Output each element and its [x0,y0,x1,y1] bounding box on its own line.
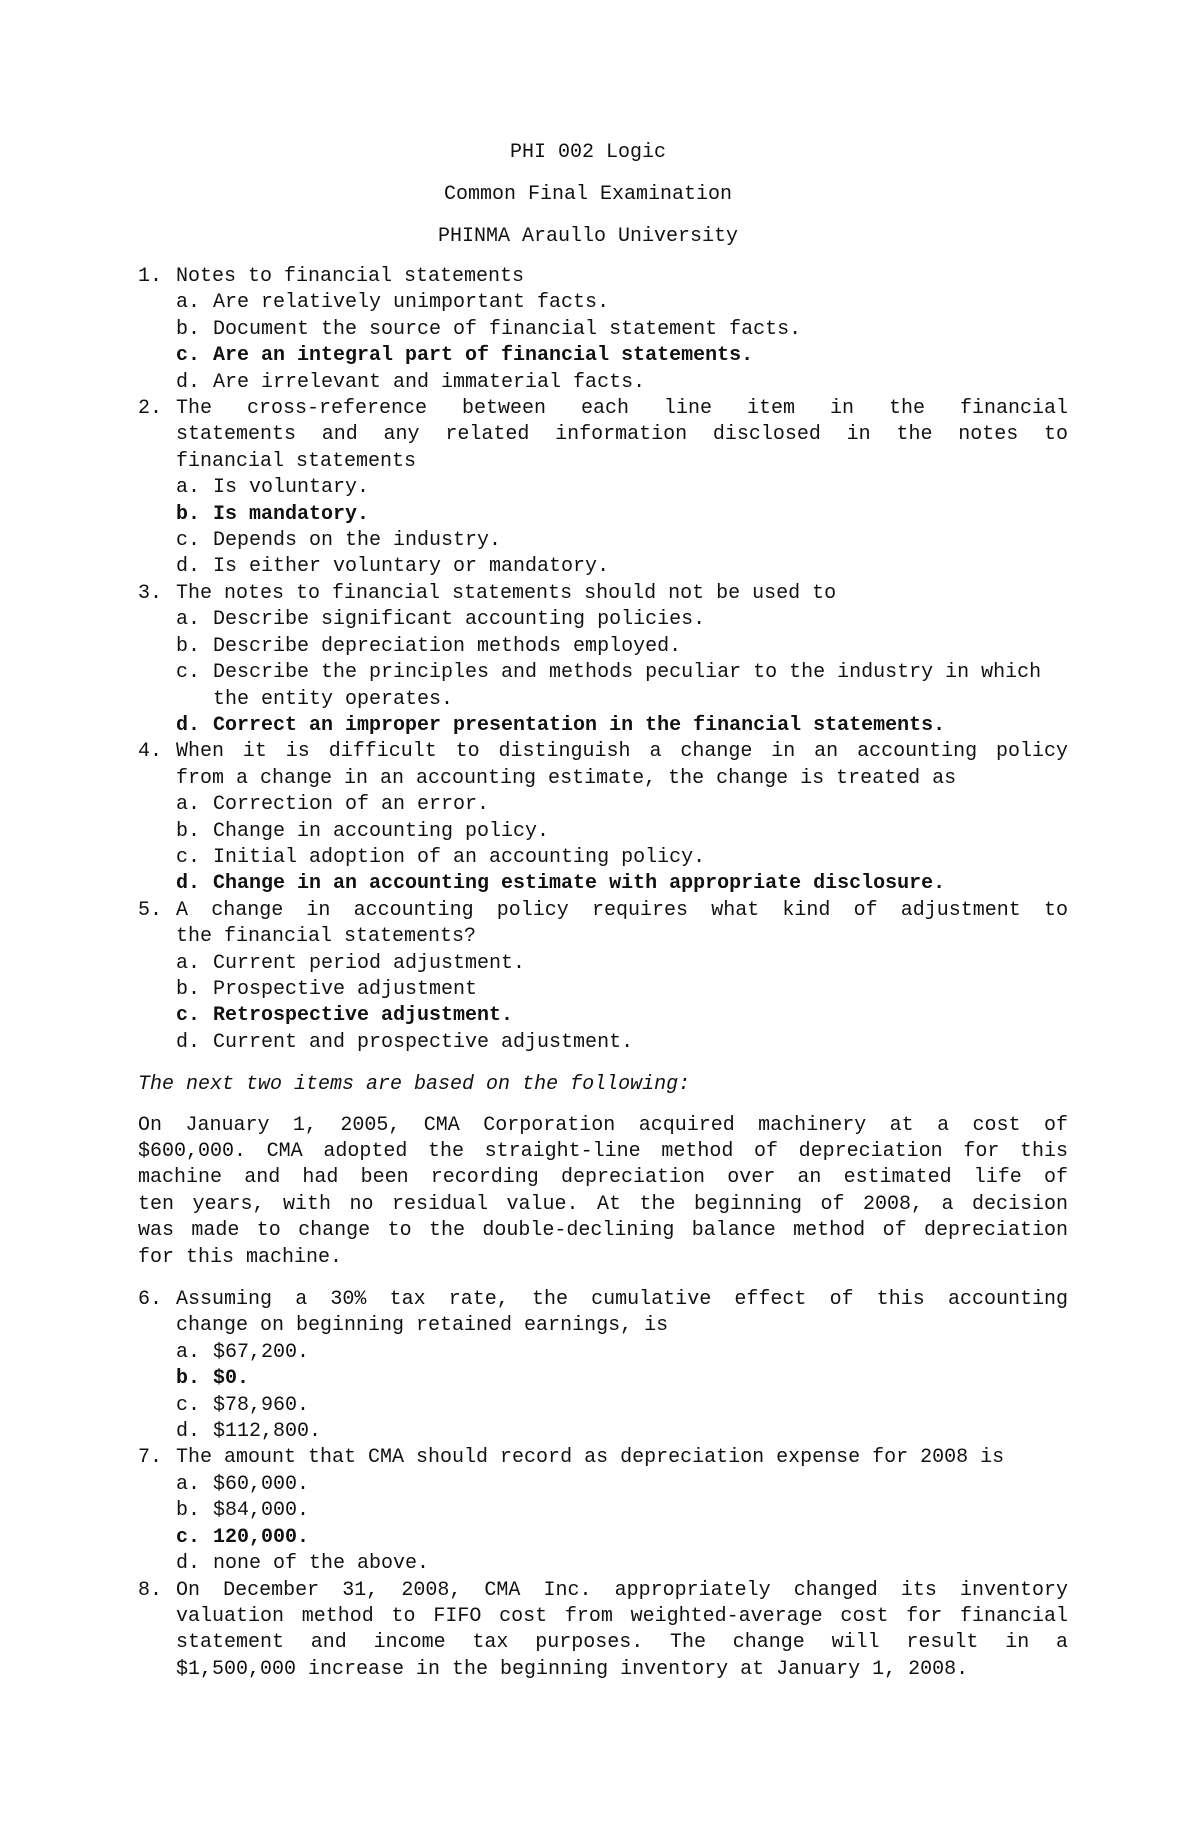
answer-option [176,951,1068,977]
question-6 [138,1287,1068,1445]
option-text: $84,000. [213,1499,310,1523]
question-3 [138,581,1068,739]
question-stem-line: from a change in an accounting estimate, the change is treated as [176,766,957,790]
option-text: $60,000. [213,1472,310,1496]
question-stem [176,1578,1068,1684]
question-7 [138,1445,1068,1577]
question-number: 2. [138,397,163,421]
question-stem-line: Notes to financial statements [176,265,525,288]
question-stem-line: When it is difficult to distinguish a change in an accounting policy [176,740,1068,764]
question-number: 4. [138,740,163,764]
option-text: Document the source of financial statement facts. [213,317,802,341]
option-text: Is voluntary. [213,476,370,500]
case-intro: The next two items are based on the following: [138,1073,691,1097]
option-letter: a. [176,1340,201,1364]
question-stem-line: statements and any related information disclosed in the notes to [176,423,1068,447]
option-letter: a. [176,608,201,632]
option-text: Is mandatory. [213,502,370,526]
answer-option [176,290,1068,316]
option-letter: b. [176,819,201,843]
question-8 [138,1578,1068,1684]
option-letter: b. [176,977,201,1001]
answer-option [176,370,1068,396]
option-letter: c. [176,1393,201,1417]
question-number: 1. [138,265,163,288]
option-text: Change in accounting policy. [213,819,550,843]
answer-option-correct [176,1525,1068,1551]
option-text: Initial adoption of an accounting policy. [213,845,706,869]
question-stem-line: $1,500,000 increase in the beginning inventory at January 1, 2008. [176,1657,969,1681]
option-text: Correction of an error. [213,793,490,817]
question-stem [176,739,1068,792]
option-letter: a. [176,793,201,817]
option-letter: d. [176,872,201,896]
question-number: 5. [138,898,163,922]
question-stem-line: the financial statements? [176,925,477,949]
question-number: 6. [138,1288,163,1312]
option-letter: d. [176,1030,201,1054]
case-line: On January 1, 2005, CMA Corporation acquired machinery at a cost of [138,1113,1068,1137]
option-letter: c. [176,1525,201,1549]
option-letter: c. [176,529,201,553]
answer-option [176,475,1068,501]
question-2 [138,396,1068,581]
question-stem-line: financial statements [176,449,417,473]
option-text: Correct an improper presentation in the financial statements. [213,713,946,737]
question-number: 8. [138,1578,163,1602]
option-text: Current and prospective adjustment. [213,1030,634,1054]
answer-option-correct [176,871,1068,897]
option-letter: a. [176,476,201,500]
option-text: Are an integral part of financial statements. [213,344,754,368]
exam-title: Common Final Examination [443,183,733,206]
question-list-part-2 [138,1287,1068,1683]
case-line: was made to change to the double-declining balance method of depreciation [138,1219,1068,1243]
option-text: Are relatively unimportant facts. [213,291,610,315]
option-letter: d. [176,1552,201,1576]
question-stem-line: change on beginning retained earnings, is [176,1314,669,1338]
option-letter: c. [176,661,201,685]
question-stem-line: statement and income tax purposes. The change will result in a [176,1631,1068,1655]
option-letter: b. [176,502,201,526]
answer-option [176,1340,1068,1366]
answer-option [176,1498,1068,1524]
option-letter: d. [176,370,201,394]
answer-option [176,528,1068,554]
option-text: Describe the principles and methods peculiar to the industry in which the entity operates. [213,661,1042,711]
answer-option [176,1030,1068,1056]
question-stem [176,264,1068,290]
option-text: $78,960. [213,1393,310,1417]
question-stem-line: On December 31, 2008, CMA Inc. appropriately changed its inventory [176,1578,1068,1602]
question-stem-line: The cross-reference between each line item in the financial [176,397,1068,421]
option-text: $112,800. [213,1420,322,1444]
answer-option-correct [176,713,1068,739]
question-stem [176,898,1068,951]
question-stem-line: The amount that CMA should record as depreciation expense for 2008 is [176,1446,1005,1470]
option-letter: c. [176,344,201,368]
question-stem-line: The notes to financial statements should not be used to [176,581,837,605]
case-paragraph [138,1113,1068,1271]
question-5 [138,898,1068,1056]
answer-option [176,634,1068,660]
option-letter: d. [176,555,201,579]
question-stem [176,1445,1068,1471]
case-line: for this machine. [138,1245,343,1269]
answer-option [176,1551,1068,1577]
option-letter: b. [176,634,201,658]
answer-option [176,660,1068,713]
case-line: machine and had been recording depreciation over an estimated life of [138,1166,1068,1190]
answer-option [176,1472,1068,1498]
case-line: $600,000. CMA adopted the straight-line method of depreciation for this [138,1140,1068,1163]
option-text: Change in an accounting estimate with appropriate disclosure. [213,872,946,896]
answer-option [176,845,1068,871]
answer-option-correct [176,1003,1068,1029]
exam-document [138,138,1068,1683]
question-stem-line: Assuming a 30% tax rate, the cumulative effect of this accounting [176,1288,1068,1312]
option-text: $0. [213,1367,250,1391]
option-text: Are irrelevant and immaterial facts. [213,370,646,394]
option-letter: d. [176,713,201,737]
question-number: 7. [138,1446,163,1470]
option-text: Describe depreciation methods employed. [213,634,682,658]
answer-option [176,1393,1068,1419]
option-letter: b. [176,1367,201,1391]
school-name: PHINMA Araullo University [437,225,739,248]
option-text: Depends on the industry. [213,529,502,553]
question-list-part-1 [138,264,1068,1056]
question-stem [176,1287,1068,1340]
question-1 [138,264,1068,396]
answer-option [176,554,1068,580]
course-title: PHI 002 Logic [509,141,667,164]
option-letter: b. [176,317,201,341]
question-4 [138,739,1068,897]
option-letter: c. [176,845,201,869]
question-stem-line: A change in accounting policy requires what kind of adjustment to [176,898,1068,922]
option-text: 120,000. [213,1525,310,1549]
case-line: ten years, with no residual value. At the beginning of 2008, a decision [138,1192,1068,1216]
option-text: Describe significant accounting policies. [213,608,706,632]
option-letter: c. [176,1004,201,1028]
question-stem-line: valuation method to FIFO cost from weighted-average cost for financial [176,1604,1068,1628]
option-text: Is either voluntary or mandatory. [213,555,610,579]
question-stem [176,396,1068,475]
answer-option [176,819,1068,845]
option-text: Current period adjustment. [213,951,526,975]
option-letter: b. [176,1499,201,1523]
option-letter: a. [176,951,201,975]
option-text: Prospective adjustment [213,977,478,1001]
option-letter: d. [176,1420,201,1444]
answer-option [176,607,1068,633]
option-text: none of the above. [213,1552,430,1576]
option-text: $67,200. [213,1340,310,1364]
answer-option [176,977,1068,1003]
answer-option-correct [176,1366,1068,1392]
question-number: 3. [138,581,163,605]
answer-option [176,792,1068,818]
answer-option-correct [176,343,1068,369]
answer-option [176,317,1068,343]
answer-option-correct [176,502,1068,528]
option-letter: a. [176,291,201,315]
option-text: Retrospective adjustment. [213,1004,514,1028]
question-stem [176,581,1068,607]
option-letter: a. [176,1472,201,1496]
answer-option [176,1419,1068,1445]
